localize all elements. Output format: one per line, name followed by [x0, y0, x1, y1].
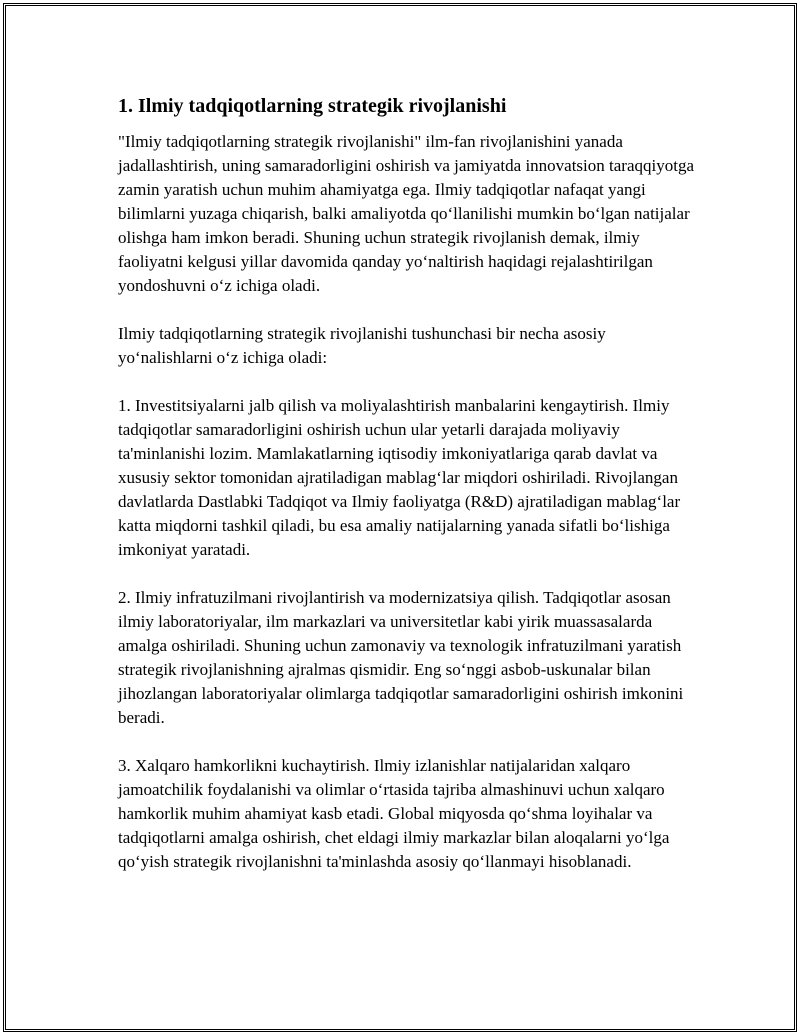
paragraph-international-cooperation: 3. Xalqaro hamkorlikni kuchaytirish. Ilmiy izlanishlar natijalaridan xalqaro jamoatchilik foydalanishi va olimlar o‘rtasida tajriba almashinuvi uchun xalqaro hamkorlik muhim ahamiyat kasb etadi. Global miqyosda qo‘shma loyihalar va tadqiqotlarni amalga oshirish, chet eldagi ilmiy markazlar bilan aloqalarni yo‘lga qo‘yish strategik rivojlanishni ta'minlashda asosiy qo‘llanmayi hisoblanadi.: [118, 756, 670, 871]
paragraph-intro: "Ilmiy tadqiqotlarning strategik rivojlanishi" ilm-fan rivojlanishini yanada jadallashtirish, uning samaradorligini oshirish va jamiyatda innovatsion taraqqiyotga zamin yaratish uchun muhim ahamiyatga ega. Ilmiy tadqiqotlar nafaqat yangi bilimlarni yuzaga chiqarish, balki amaliyotda qo‘llanilishi mumkin bo‘lgan natijalar olishga ham imkon beradi. Shuning uchun strategik rivojlanish demak, ilmiy faoliyatni kelgusi yillar davomida qanday yo‘naltirish haqidagi rejalashtirilgan yondoshuvni o‘z ichiga oladi.: [118, 132, 694, 295]
section-heading: 1. Ilmiy tadqiqotlarning strategik rivojlanishi: [118, 95, 507, 117]
paragraph-directions-lead: Ilmiy tadqiqotlarning strategik rivojlanishi tushunchasi bir necha asosiy yo‘nalishlarni o‘z ichiga oladi:: [118, 324, 606, 367]
paragraph-investments: 1. Investitsiyalarni jalb qilish va moliyalashtirish manbalarini kengaytirish. Ilmiy tadqiqotlar samaradorligini oshirish uchun ular yetarli darajada moliyaviy ta'minlanishi lozim. Mamlakatlarning iqtisodiy imkoniyatlariga qarab davlat va xususiy sektor tomonidan ajratiladigan mablag‘lar miqdori oshiriladi. Rivojlangan davlatlarda Dastlabki Tadqiqot va Ilmiy faoliyatga (R&D) ajratiladigan mablag‘lar katta miqdorni tashkil qiladi, bu esa amaliy natijalarning yanada sifatli bo‘lishiga imkoniyat yaratadi.: [118, 396, 681, 559]
paragraph-infrastructure: 2. Ilmiy infratuzilmani rivojlantirish va modernizatsiya qilish. Tadqiqotlar asosan ilmiy laboratoriyalar, ilm markazlari va universitetlar kabi yirik muassasalarda amalga oshiriladi. Shuning uchun zamonaviy va texnologik infratuzilmani yaratish strategik rivojlanishning ajralmas qismidir. Eng so‘nggi asbob-uskunalar bilan jihozlangan laboratoriyalar olimlarga tadqiqotlar samaradorligini oshirish imkonini beradi.: [118, 588, 684, 727]
document-body: [118, 92, 698, 898]
